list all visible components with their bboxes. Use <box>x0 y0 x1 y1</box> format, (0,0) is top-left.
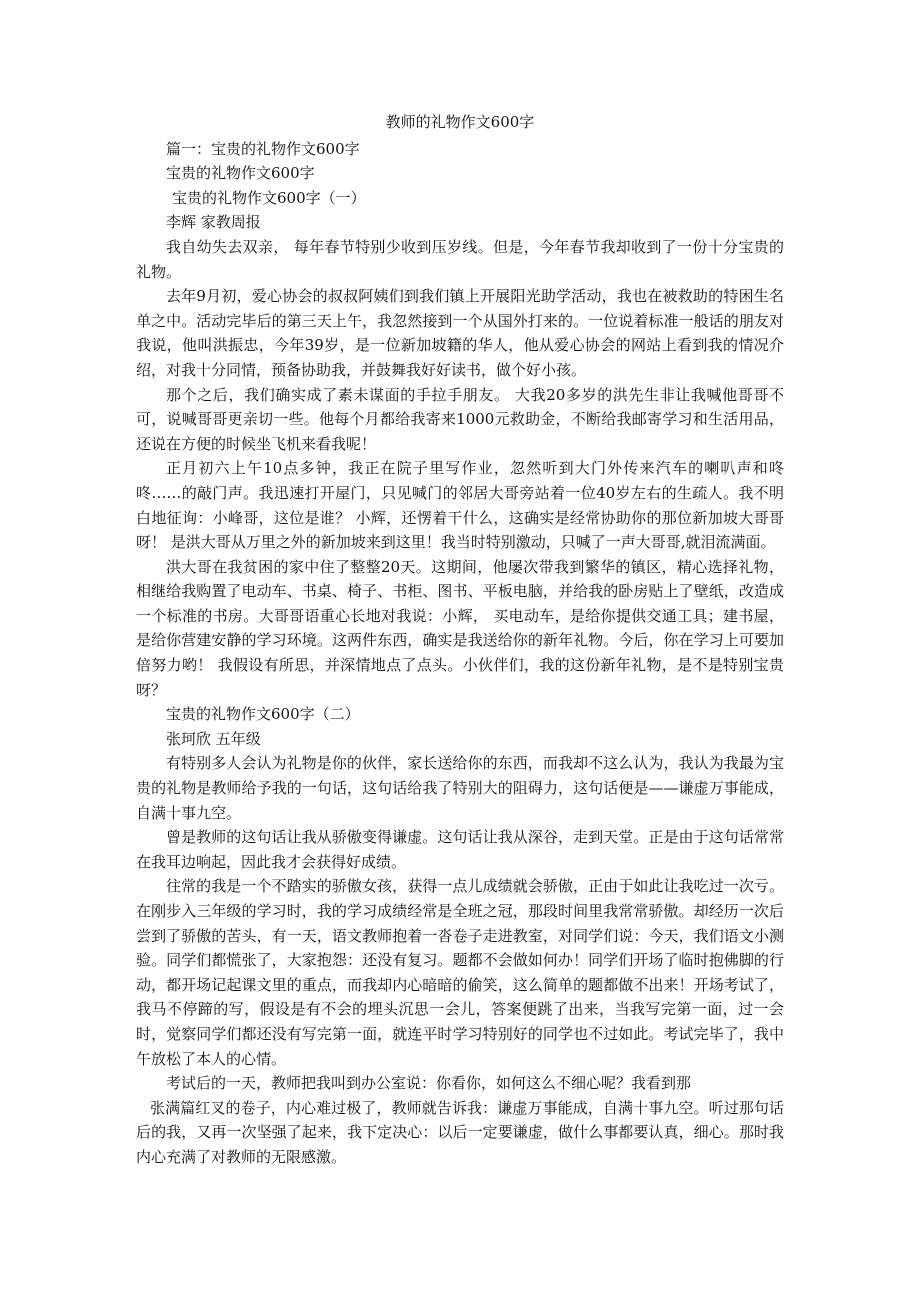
body-paragraph: 张满篇红叉的卷子，内心难过极了，教师就告诉我：谦虚万事能成，自满十事九空。听过那句话后的我，又再一次坚强了起来，我下定决心：以后一定要谦虚，做什么事都要认真，细心。那时我内心充满了对教师的无限感激。 <box>136 1098 784 1166</box>
body-paragraph: 考试后的一天，教师把我叫到办公室说：你看你，如何这么不细心呢？我看到那 <box>166 1074 692 1093</box>
essay-subtitle: 宝贵的礼物作文600字（一） <box>172 188 366 207</box>
section-heading: 篇一：宝贵的礼物作文600字 <box>166 139 360 158</box>
body-paragraph: 洪大哥在我贫困的家中住了整整20天。这期间，他屡次带我到繁华的镇区，精心选择礼物，相继给我购置了电动车、书桌、椅子、书柜、图书、平板电脑，并给我的卧房贴上了壁纸，改造成一个标准的书房。大哥哥语重心长地对我说：小辉， 买电动车，是给你提供交通工具；建书屋，是给你营建安静的学习环境。这两件东西，确实是我送给你的新年礼物。今后，你在学习上可要加倍努力哟！ 我假设有所思，并深情地点了点头。小伙伴们，我的这份新年礼物，是不是特别宝贵呀？ <box>136 557 784 699</box>
body-paragraph: 那个之后，我们确实成了素未谋面的手拉手朋友。 大我20多岁的洪先生非让我喊他哥哥不可，说喊哥哥更亲切一些。他每个月都给我寄来1000元救助金，不断给我邮寄学习和生活用品，还说在方便的时候坐飞机来看我呢！ <box>136 385 784 453</box>
body-paragraph: 往常的我是一个不踏实的骄傲女孩，获得一点儿成绩就会骄傲，正由于如此让我吃过一次亏。在刚步入三年级的学习时，我的学习成绩经常是全班之冠，那段时间里我常常骄傲。却经历一次后尝到了骄傲的苦头，有一天，语文教师抱着一沓卷子走进教室，对同学们说：今天，我们语文小测验。同学们都慌张了，大家抱怨：还没有复习。题都不会做如何办！同学们开场了临时抱佛脚的行动，都开场记起课文里的重点，而我却内心暗暗的偷笑，这么简单的题都做不出来！开场考试了，我马不停蹄的写，假设是有不会的埋头沉思一会儿，答案便跳了出来，当我写完第一面，过一会时，觉察同学们都还没有写完第一面，就连平时学习特别好的同学也不过如此。考试完毕了，我中午放松了本人的心情。 <box>136 877 784 1068</box>
body-paragraph: 正月初六上午10点多钟，我正在院子里写作业，忽然听到大门外传来汽车的喇叭声和咚咚……的敲门声。我迅速打开屋门，只见喊门的邻居大哥旁站着一位40岁左右的生疏人。我不明白地征询：小峰哥，这位是谁？ 小辉，还愣着干什么，这确实是经常协助你的那位新加坡大哥哥呀！ 是洪大哥从万里之外的新加坡来到这里！我当时特别激动，只喊了一声大哥哥,就泪流满面。 <box>136 459 784 552</box>
document-title: 教师的礼物作文600字 <box>385 113 535 131</box>
essay-title: 宝贵的礼物作文600字 <box>166 164 315 183</box>
author-line: 李辉 家教周报 <box>166 213 261 232</box>
body-paragraph: 有特别多人会认为礼物是你的伙伴，家长送给你的东西，而我却不这么认为，我认为我最为宝贵的礼物是教师给予我的一句话，这句话给我了特别大的阻碍力，这句话便是——谦虚万事能成，自满十事九空。 <box>136 754 784 822</box>
body-paragraph: 我自幼失去双亲， 每年春节特别少收到压岁线。但是，今年春节我却收到了一份十分宝贵的礼物。 <box>136 237 784 281</box>
body-paragraph: 曾是教师的这句话让我从骄傲变得谦虚。这句话让我从深谷，走到天堂。正是由于这句话常常在我耳边响起，因此我才会获得好成绩。 <box>136 828 784 871</box>
body-paragraph: 去年9月初，爱心协会的叔叔阿姨们到我们镇上开展阳光助学活动，我也在被救助的特困生名单之中。活动完毕后的第三天上午，我忽然接到一个从国外打来的。一位说着标准一般话的朋友对我说，他叫洪振忠，今年39岁，是一位新加坡籍的华人，他从爱心协会的网站上看到我的情况介绍，对我十分同情，预备协助我，并鼓舞我好好读书，做个好小孩。 <box>136 287 784 379</box>
document-page <box>136 110 784 1170</box>
essay-subtitle: 宝贵的礼物作文600字（二） <box>166 705 360 724</box>
author-line: 张珂欣 五年级 <box>166 729 261 748</box>
